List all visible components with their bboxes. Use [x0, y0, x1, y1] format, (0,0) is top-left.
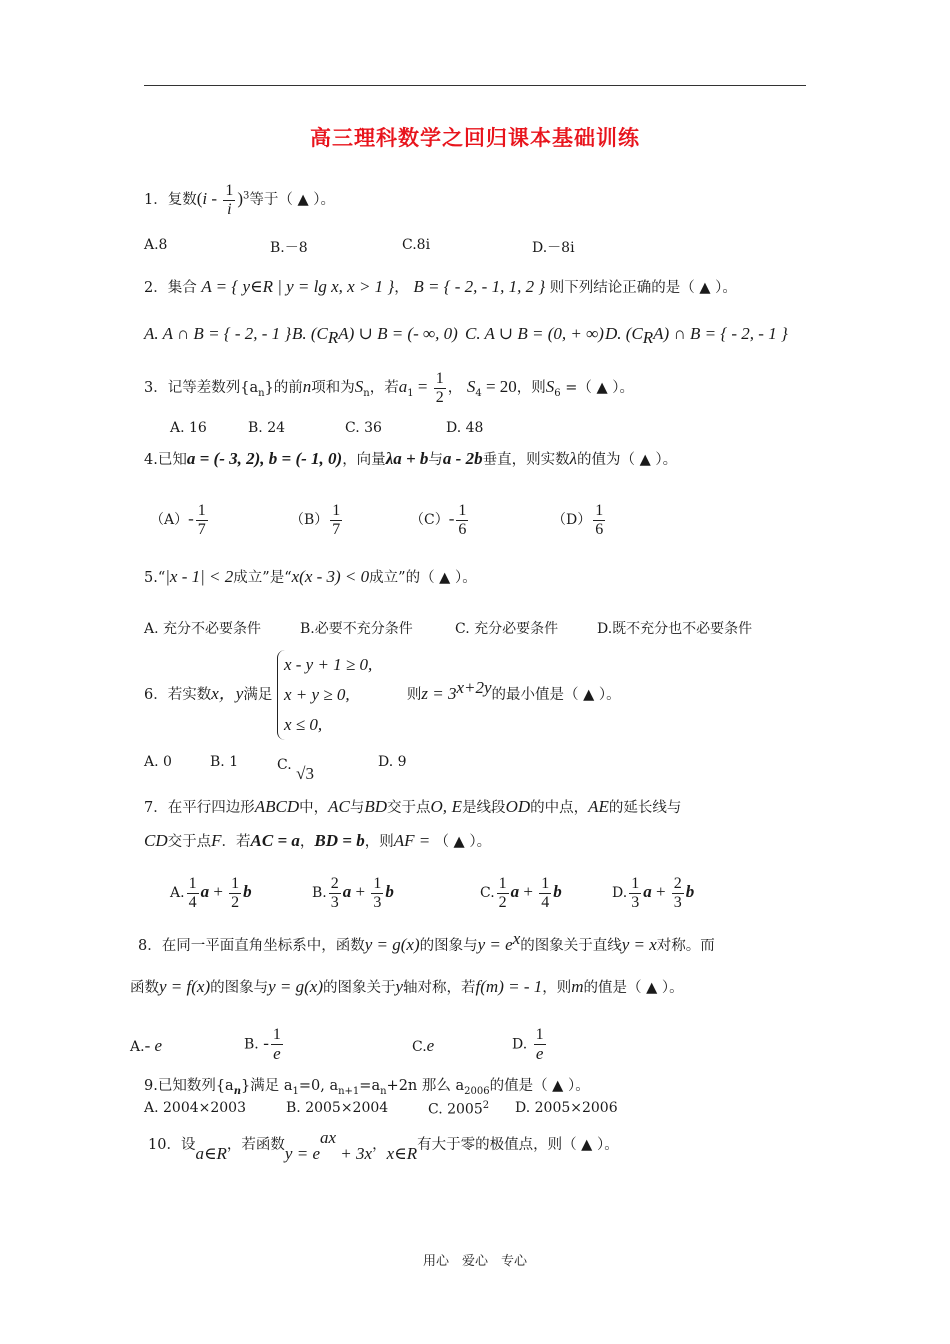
fraction-1-over-i: $\frac{1}{i}$ — [225, 182, 234, 218]
q3-option-d: D. 48 — [446, 420, 484, 436]
q4-option-c: （C）- $\frac{1}{6}$ — [410, 502, 467, 538]
q1-option-d: D.－8i — [532, 240, 575, 256]
q1-option-a: A.8 — [144, 237, 168, 253]
question-5: 5.“|x - 1| < 2成立”是“x(x - 3) < 0成立”的（ ▲ ）。 — [144, 567, 477, 586]
header-rule — [144, 85, 806, 86]
page-footer: 用心 爱心 专心 — [422, 1254, 527, 1269]
question-8-line-1: 8．在同一平面直角坐标系中，函数y = g(x)的图象与$y = e^x$的图象关于直线y = x对称。而 — [138, 929, 715, 954]
q8-option-a: A.- e — [130, 1036, 163, 1055]
q2-option-d: D. $(C_RA)$ ∩ B = { - 2, - 1 } — [605, 324, 788, 347]
fraction-one-half: $\frac{1}{2}$ — [435, 370, 444, 406]
q6-option-a: A. 0 — [144, 754, 172, 770]
q5-option-b: B.必要不充分条件 — [300, 621, 413, 637]
q4-option-a: （A）- $\frac{1}{7}$ — [150, 502, 206, 538]
q2-option-c: C. A ∪ B = (0, + ∞) — [465, 324, 604, 343]
q8-option-c: C.e — [412, 1036, 435, 1055]
q6-option-d: D. 9 — [378, 754, 407, 770]
q9-option-a: A. 2004×2003 — [144, 1100, 246, 1116]
question-10: 10．设a∈R，若函数$y = e^{ax} + 3x$，x∈R有大于零的极值点，则（ ▲ ）。 — [148, 1128, 619, 1163]
question-2: 2．集合 A = { y∈R | y = lg x, x > 1 }， B = { - 2, - 1, 1, 2 } 则下列结论正确的是（ ▲ ）。 — [144, 277, 737, 296]
q3-option-b: B. 24 — [248, 420, 286, 436]
q7-option-a: A. $\frac{1}{4}$ a + $\frac{1}{2}$ b — [170, 875, 252, 911]
question-9: 9.已知数列$\{a_n\}$满足 $a_1=0$, $a_{n+1}=a_n+2n$ 那么 $a_{2006}$的值是（ ▲ ）。 — [144, 1078, 590, 1097]
question-6: 6．若实数x，y满足 x - y + 1 ≥ 0, x + y ≥ 0, x ≤ 0, 则$z = 3^{x+2y}$的最小值是（ ▲ ）。 — [144, 650, 621, 740]
q3-option-a: A. 16 — [170, 420, 207, 436]
question-7-line-1: 7．在平行四边形ABCD中，AC与BD交于点O, E是线段OD的中点，AE的延长线与 — [144, 797, 682, 816]
q7-option-b: B. $\frac{2}{3}$ a + $\frac{1}{3}$ b — [312, 875, 394, 911]
q9-option-c: C. 2005$^2$ — [428, 1100, 490, 1118]
q5-option-d: D.既不充分也不必要条件 — [597, 621, 753, 637]
page-title: 高三理科数学之回归课本基础训练 — [310, 126, 640, 150]
q1-option-b: B.－8 — [270, 240, 308, 256]
q2-option-a: A. A ∩ B = { - 2, - 1 } — [144, 324, 292, 343]
question-4: 4.已知a = (- 3, 2), b = (- 1, 0)，向量λa + b与a - 2b垂直，则实数λ的值为（ ▲ ）。 — [144, 449, 678, 468]
q9-option-d: D. 2005×2006 — [515, 1100, 618, 1116]
q4-option-d: （D） $\frac{1}{6}$ — [552, 502, 604, 538]
q2-option-b: B. $(C_RA)$ ∪ B = (- ∞, 0) — [292, 324, 458, 347]
q8-option-d: D. $\frac{1}{e}$ — [512, 1026, 544, 1063]
q6-option-b: B. 1 — [210, 754, 239, 770]
q5-option-a: A. 充分不必要条件 — [144, 621, 262, 637]
q7-option-d: D. $\frac{1}{3}$ a + $\frac{2}{3}$ b — [612, 875, 695, 911]
question-8-line-2: 函数y = f(x)的图象与y = g(x)的图象关于y轴对称，若f(m) = - 1，则m的值是（ ▲ ）。 — [130, 977, 684, 996]
q1-option-c: C.8i — [402, 237, 431, 253]
q7-option-c: C. $\frac{1}{2}$ a + $\frac{1}{4}$ b — [480, 875, 562, 911]
q8-option-b: B. - $\frac{1}{e}$ — [244, 1026, 281, 1063]
q5-option-c: C. 充分必要条件 — [455, 621, 559, 637]
q6-option-c: C. √3 — [277, 757, 314, 783]
constraint-system: x - y + 1 ≥ 0, x + y ≥ 0, x ≤ 0, — [277, 650, 372, 740]
q9-option-b: B. 2005×2004 — [286, 1100, 389, 1116]
question-3: 3．记等差数列$\{a_n\}$的前n项和为$S_n$，若$a_1$ = $\frac{1}{2}$ ， $S_4 = 20$，则$S_6$ =（ ▲ ）。 — [144, 370, 635, 406]
question-7-line-2: CD交于点F．若AC = a，BD = b，则AF = （ ▲ ）。 — [144, 831, 492, 850]
q3-option-c: C. 36 — [345, 420, 382, 436]
q4-option-b: （B） $\frac{1}{7}$ — [290, 502, 341, 538]
question-1: 1．复数(i - $\frac{1}{i}$ )$^3$等于（ ▲ ）。 — [144, 182, 335, 218]
